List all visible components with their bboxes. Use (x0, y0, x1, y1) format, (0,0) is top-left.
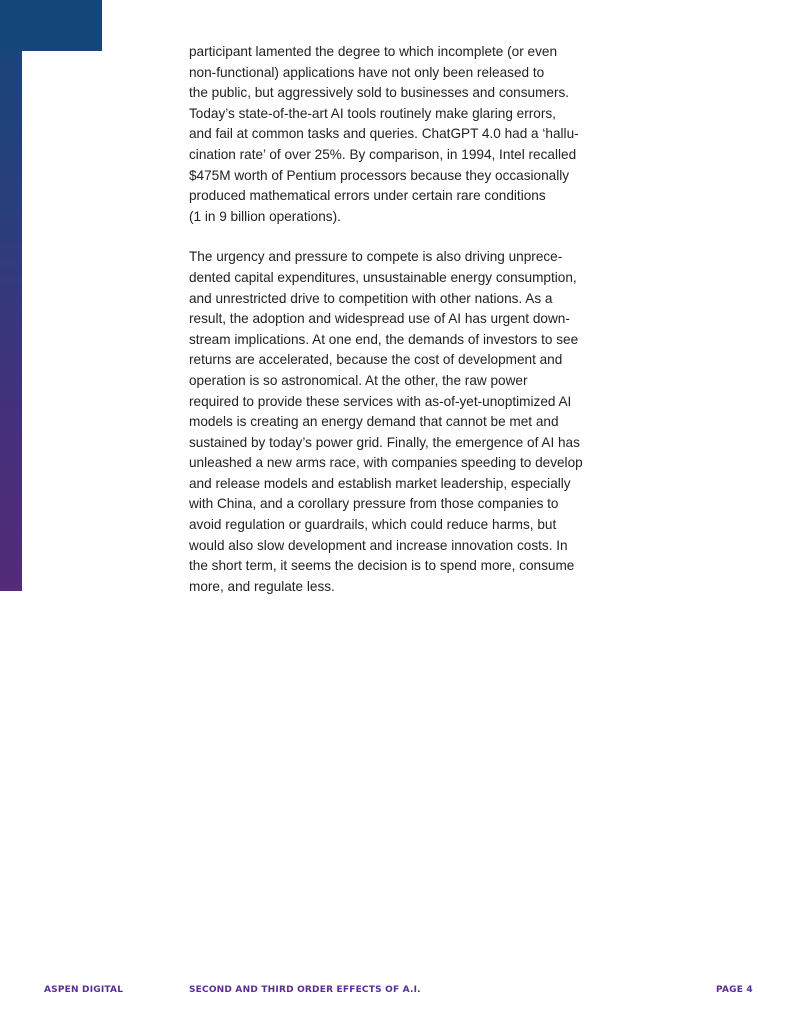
text-line: models is creating an energy demand that cannot be met and (189, 414, 559, 430)
body-text (189, 42, 609, 617)
text-line: produced mathematical errors under certain rare conditions (189, 188, 546, 204)
text-line: avoid regulation or guardrails, which could reduce harms, but (189, 517, 557, 533)
text-line: participant lamented the degree to which incomplete (or even (189, 44, 558, 59)
text-line: unleashed a new arms race, with companies speeding to develop (189, 455, 583, 471)
paragraph-1 (189, 42, 609, 227)
paragraph-2 (189, 247, 609, 597)
text-line: required to provide these services with as-of-yet-unoptimized AI (189, 393, 572, 409)
text-line: would also slow development and increase innovation costs. In (189, 537, 568, 553)
text-line: result, the adoption and widespread use of AI has urgent down- (189, 311, 570, 327)
text-line: The urgency and pressure to compete is also driving unprece- (189, 249, 563, 265)
text-line: and fail at common tasks and queries. ChatGPT 4.0 had a ‘hallu- (189, 126, 579, 142)
text-line: the short term, it seems the decision is to spend more, consume (189, 558, 575, 574)
text-line: operation is so astronomical. At the other, the raw power (189, 372, 528, 388)
text-line: non-functional) applications have not only been released to (189, 64, 545, 80)
footer-brand: ASPEN DIGITAL (44, 985, 124, 995)
text-line: and release models and establish market leadership, especially (189, 475, 571, 491)
corner-accent-block (0, 0, 102, 51)
side-color-band (0, 0, 22, 591)
text-line: Today’s state-of-the-art AI tools routinely make glaring errors, (189, 105, 556, 121)
text-line: more, and regulate less. (189, 578, 335, 594)
text-line: the public, but aggressively sold to businesses and consumers. (189, 85, 570, 101)
text-line: and unrestricted drive to competition with other nations. As a (189, 290, 553, 306)
text-line: with China, and a corollary pressure from those companies to (189, 496, 559, 512)
text-line: cination rate’ of over 25%. By comparison, in 1994, Intel recalled (189, 146, 577, 162)
text-line: dented capital expenditures, unsustainable energy consumption, (189, 269, 577, 285)
text-line: (1 in 9 billion operations). (189, 208, 341, 224)
text-line: stream implications. At one end, the demands of investors to see (189, 331, 579, 347)
text-line: sustained by today’s power grid. Finally, the emergence of AI has (189, 434, 580, 450)
text-line: $475M worth of Pentium processors because they occasionally (189, 167, 570, 183)
text-line: returns are accelerated, because the cost of development and (189, 352, 563, 368)
footer-document-title: SECOND AND THIRD ORDER EFFECTS OF A.I. (189, 985, 421, 995)
footer-page-number: PAGE 4 (716, 985, 753, 995)
